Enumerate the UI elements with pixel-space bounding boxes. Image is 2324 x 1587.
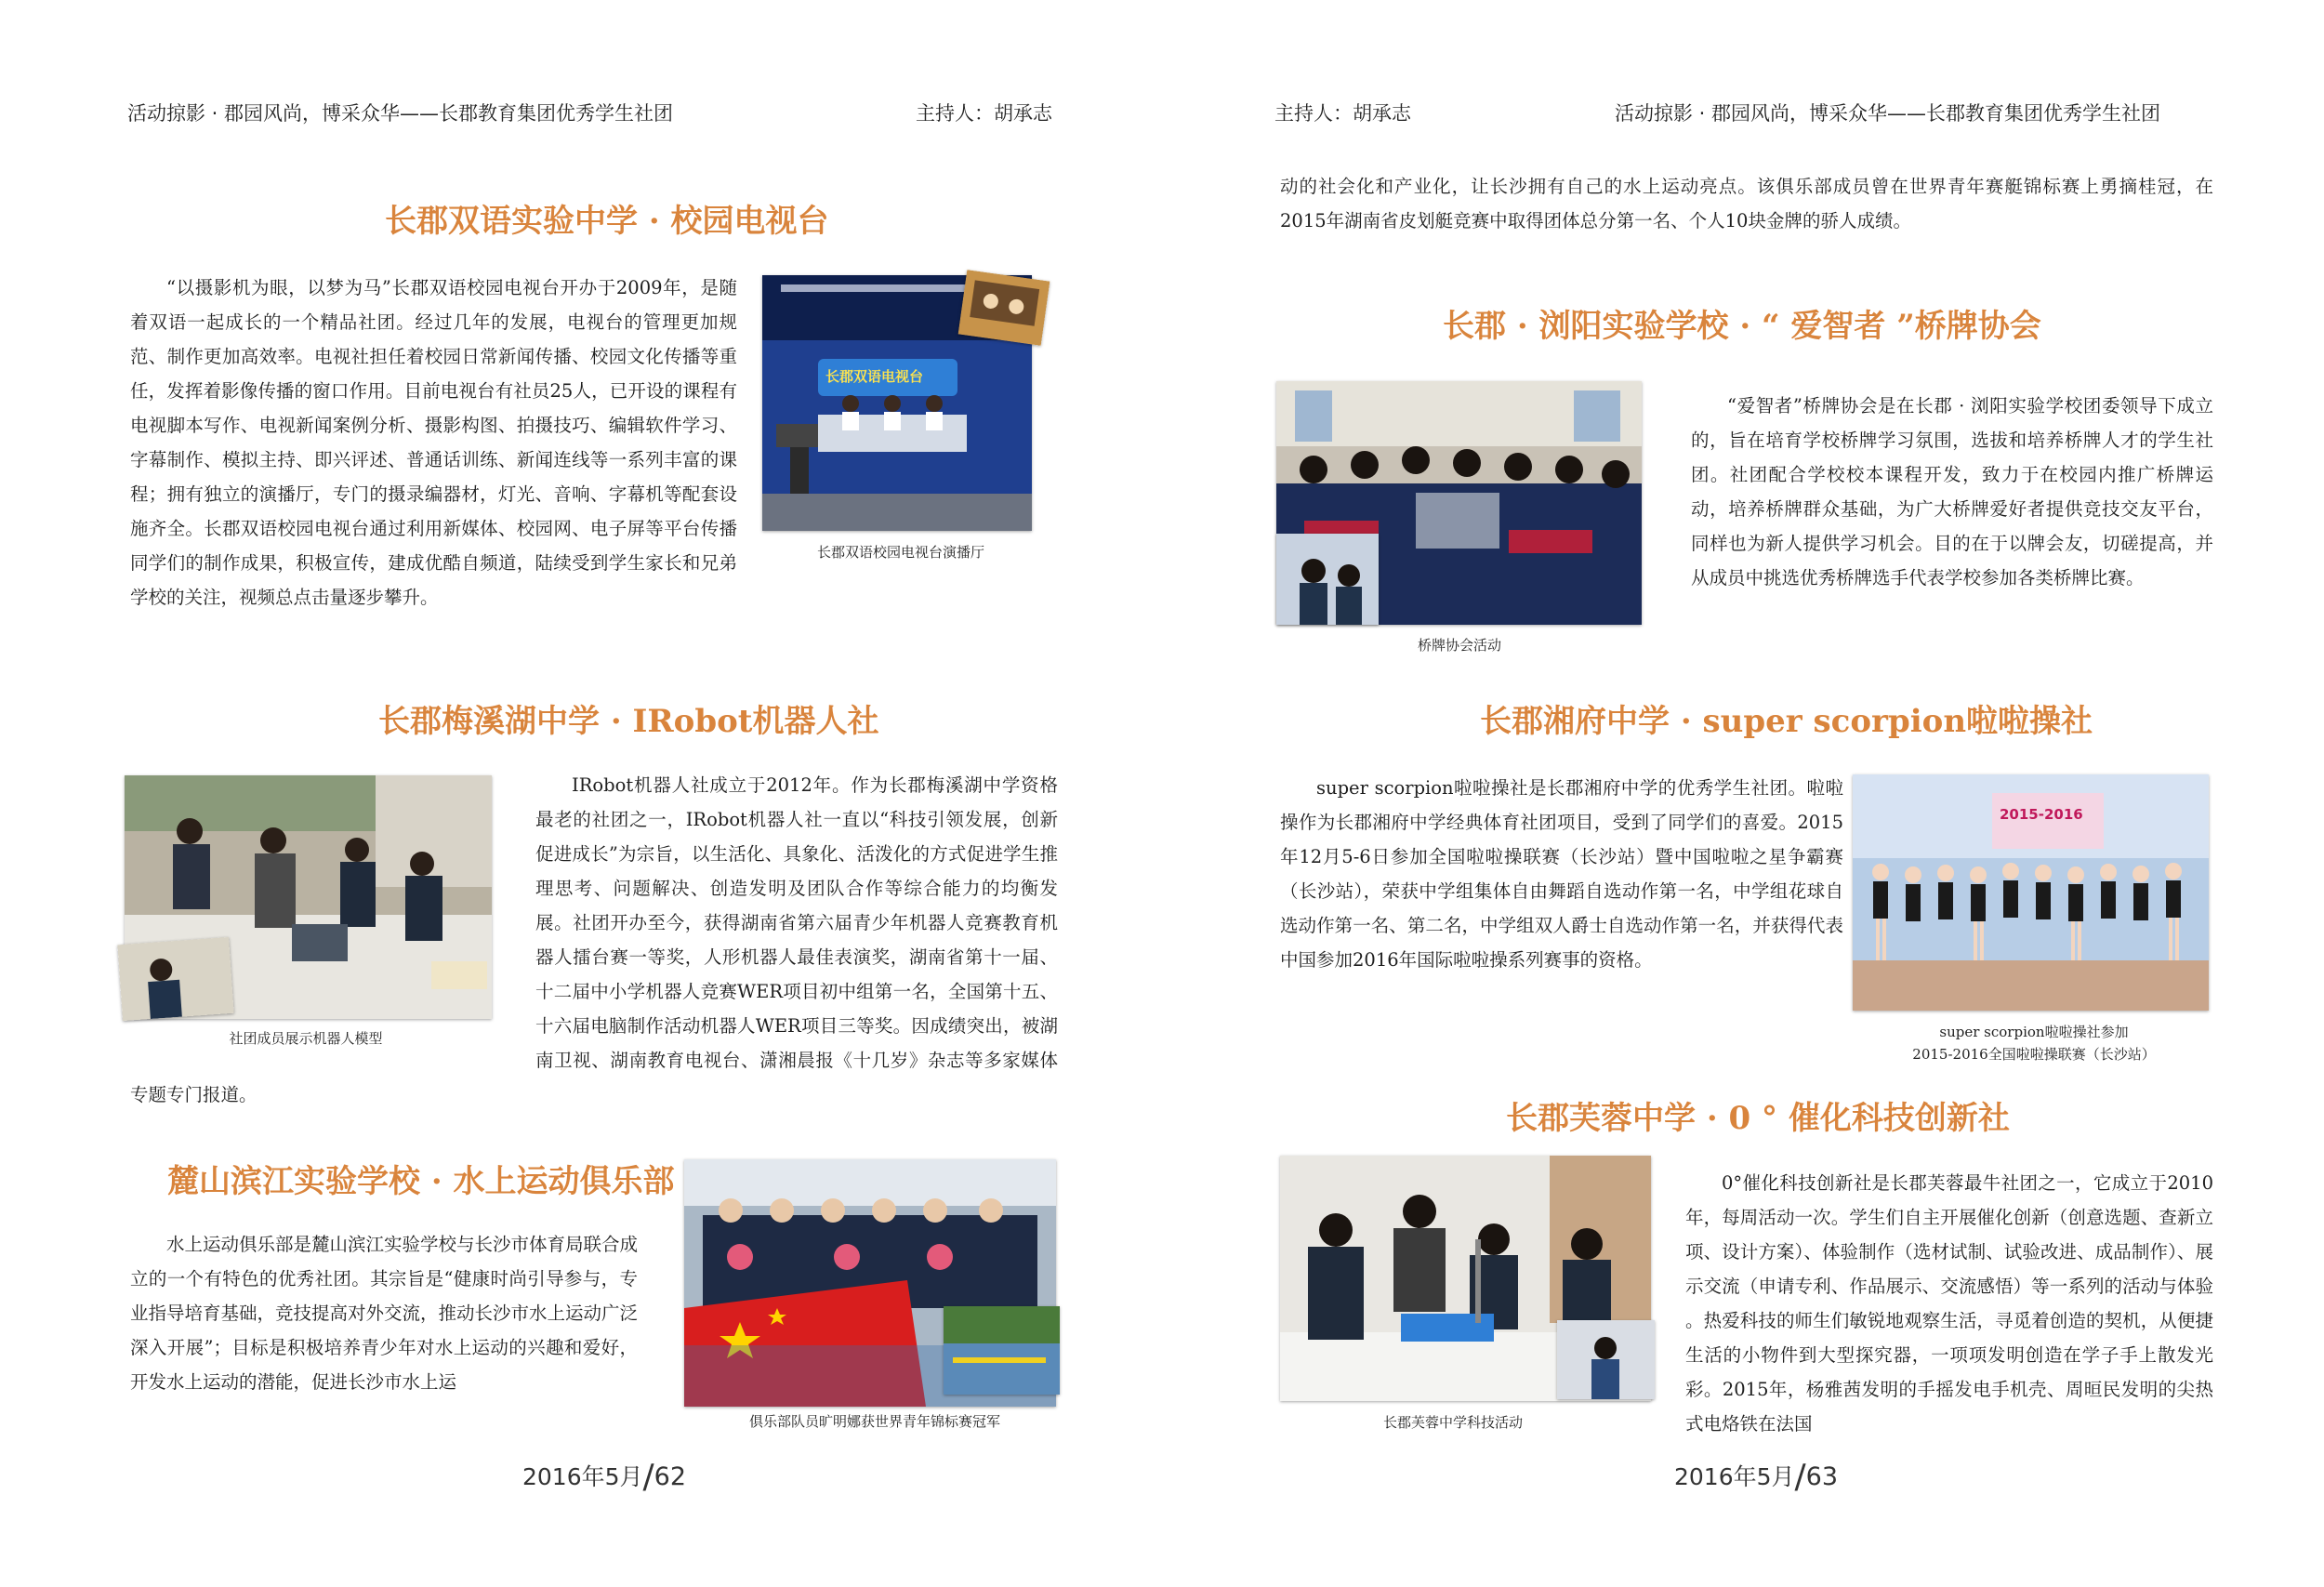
tv-inset-photo: [958, 270, 1050, 346]
article-title-cheerleading: 长郡湘府中学 · super scorpion啦啦操社: [1480, 703, 2093, 740]
water-photo-caption: 俱乐部队员旷明娜获世界青年锦标赛冠军: [748, 1413, 1000, 1430]
tv-studio-sign: 长郡双语电视台: [825, 368, 924, 385]
page-date: 2016年5月: [522, 1463, 643, 1490]
running-header-host: 主持人：胡承志: [916, 102, 1052, 125]
right-page: [1162, 0, 2324, 1587]
article-body-irobot: IRobot机器人社成立于2012年。作为长郡梅溪湖中学资格最老的社团之一，IRobot机器人社一直以“科技引领发展，创新促进成长”为宗旨，以生活化、具象化、活泼化的方式促进学生推理思考、问题解决、创造发明及团队合作等综合能力的均衡发展。社团开办至今，获得湖南省第六届青少年机器人竞赛教育机器人擂台赛一等奖，人形机器人最佳表演奖，湖南省第十一届、十二届中小学机器人竞赛WER项目初中组第一名，全国第十五、十六届电脑制作活动机器人WER项目三等奖。因成绩突出，被湖南卫视、湖南教育电视台、潇湘晨报《十几岁》杂志等多家媒体专题专门报道。: [130, 768, 1058, 1112]
running-header-title: 活动掠影 · 郡园风尚，博采众华——长郡教育集团优秀学生社团: [127, 102, 674, 125]
cheerleading-photo-caption: [1876, 1021, 2192, 1065]
cheerleading-photo: [1853, 774, 2209, 1011]
science-inset-photo: [1557, 1320, 1655, 1399]
bridge-inset-photo: [1276, 534, 1379, 625]
article-body-science-club: 0°催化科技创新社是长郡芙蓉最牛社团之一，它成立于2010年，每周活动一次。学生们自主开展催化创新（创意选题、查新立项、设计方案）、体验制作（选材试制、试验改进、成品制作）、展示交流（申请专利、作品展示、交流感悟）等一系列的活动与体验 。热爱科技的师生们敏锐地观察生活，寻觅着创造的契机，从便捷生活的小物件到大型探究器，一项项发明创造在学子手上散发光彩。2015年，杨雅茜发明的手摇发电手机壳、周晅民发明的尖热式电烙铁在法国: [1280, 1166, 2213, 1441]
article-title-science-club: 长郡芙蓉中学 · 0 ° 催化科技创新社: [1506, 1100, 2010, 1137]
article-body-water-sports: 水上运动俱乐部是麓山滨江实验学校与长沙市体育局联合成立的一个有特色的优秀社团。其宗旨是“健康时尚引导参与，专业指导培育基础，竞技提高对外交流，推动长沙市水上运动广泛深入开展”；目标是积极培养青少年对水上运动的兴趣和爱好，开发水上运动的潜能，促进长沙市水上运: [130, 1227, 1056, 1465]
article-body-cheerleading: super scorpion啦啦操社是长郡湘府中学的优秀学生社团。啦啦操作为长郡湘府中学经典体育社团项目，受到了同学们的喜爱。2015年12月5-6日参加全国啦啦操联赛（长沙站）暨中国啦啦之星争霸赛（长沙站），荣获中学组集体自由舞蹈自选动作第一名，中学组花球自选动作第一名、第二名，中学组双人爵士自选动作第一名，并获得代表中国参加2016年国际啦啦操系列赛事的资格。: [1280, 771, 2213, 1020]
science-photo-caption: 长郡芙蓉中学科技活动: [1382, 1414, 1523, 1431]
article-title-irobot: 长郡梅溪湖中学 · IRobot机器人社: [378, 703, 879, 740]
cheerleading-banner-text: 2015-2016: [2000, 806, 2083, 823]
running-header-title: 活动掠影 · 郡园风尚，博采众华——长郡教育集团优秀学生社团: [1615, 102, 2161, 125]
article-title-tv-station: 长郡双语实验中学 · 校园电视台: [385, 203, 829, 240]
cheerleading-caption-line1: super scorpion啦啦操社参加: [1939, 1024, 2129, 1040]
continued-text: 动的社会化和产业化，让长沙拥有自己的水上运动亮点。该俱乐部成员曾在世界青年赛艇锦标赛上勇摘桂冠，在2015年湖南省皮划艇竞赛中取得团体总分第一名、个人10块金牌的骄人成绩。: [1280, 176, 2213, 231]
running-header-host: 主持人：胡承志: [1274, 102, 1411, 125]
article-body-tv-station: “以摄影机为眼，以梦为马”长郡双语校园电视台开办于2009年，是随着双语一起成长的一个精品社团。经过几年的发展，电视台的管理更加规范、制作更加高效率。电视社担任着校园日常新闻传播、校园文化传播等重任，发挥着影像传播的窗口作用。目前电视台有社员25人，已开设的课程有电视脚本写作、电视新闻案例分析、摄影构图、拍摄技巧、编辑软件学习、字幕制作、模拟主持、即兴评述、普通话训练、新闻连线等一系列丰富的课程；拥有独立的演播厅，专门的摄录编器材，灯光、音响、字幕机等配套设施齐全。长郡双语校园电视台通过利用新媒体、校园网、电子屏等平台传播同学们的制作成果，积极宣传，建成优酷自频道，陆续受到学生家长和兄弟学校的关注，视频总点击量逐步攀升。: [130, 271, 1063, 615]
page-num: 63: [1805, 1462, 1839, 1491]
page-number-left: [522, 1458, 686, 1496]
cheerleading-caption-line2: 2015-2016全国啦啦操联赛（长沙站）: [1912, 1046, 2156, 1063]
page-num: 62: [654, 1462, 687, 1491]
bridge-photo-caption: 桥牌协会活动: [1417, 637, 1501, 654]
article-body-bridge-club: “爱智者”桥牌协会是在长郡 · 浏阳实验学校团委领导下成立的，旨在培育学校桥牌学习氛围，选拔和培养桥牌人才的学生社团。社团配合学校校本课程开发，致力于在校园内推广桥牌运动，培养桥牌群众基础，为广大桥牌爱好者提供竞技交友平台，同样也为新人提供学习机会。目的在于以牌会友，切磋提高，并从成员中挑选优秀桥牌选手代表学校参加各类桥牌比赛。: [1280, 389, 2213, 634]
water-inset-photo: [944, 1306, 1060, 1395]
page-slash: /: [1794, 1458, 1806, 1496]
irobot-photo-caption: 社团成员展示机器人模型: [229, 1030, 383, 1047]
page-date: 2016年5月: [1674, 1463, 1795, 1490]
article-title-bridge-club: 长郡 · 浏阳实验学校 · “ 爱智者 ”桥牌协会: [1443, 308, 2041, 345]
article-title-water-sports: 麓山滨江实验学校 · 水上运动俱乐部: [167, 1163, 675, 1200]
irobot-inset-photo: [117, 937, 233, 1021]
page-number-right: [1674, 1458, 1838, 1496]
page-slash: /: [642, 1458, 654, 1496]
tv-photo-caption: 长郡双语校园电视台演播厅: [816, 544, 984, 561]
